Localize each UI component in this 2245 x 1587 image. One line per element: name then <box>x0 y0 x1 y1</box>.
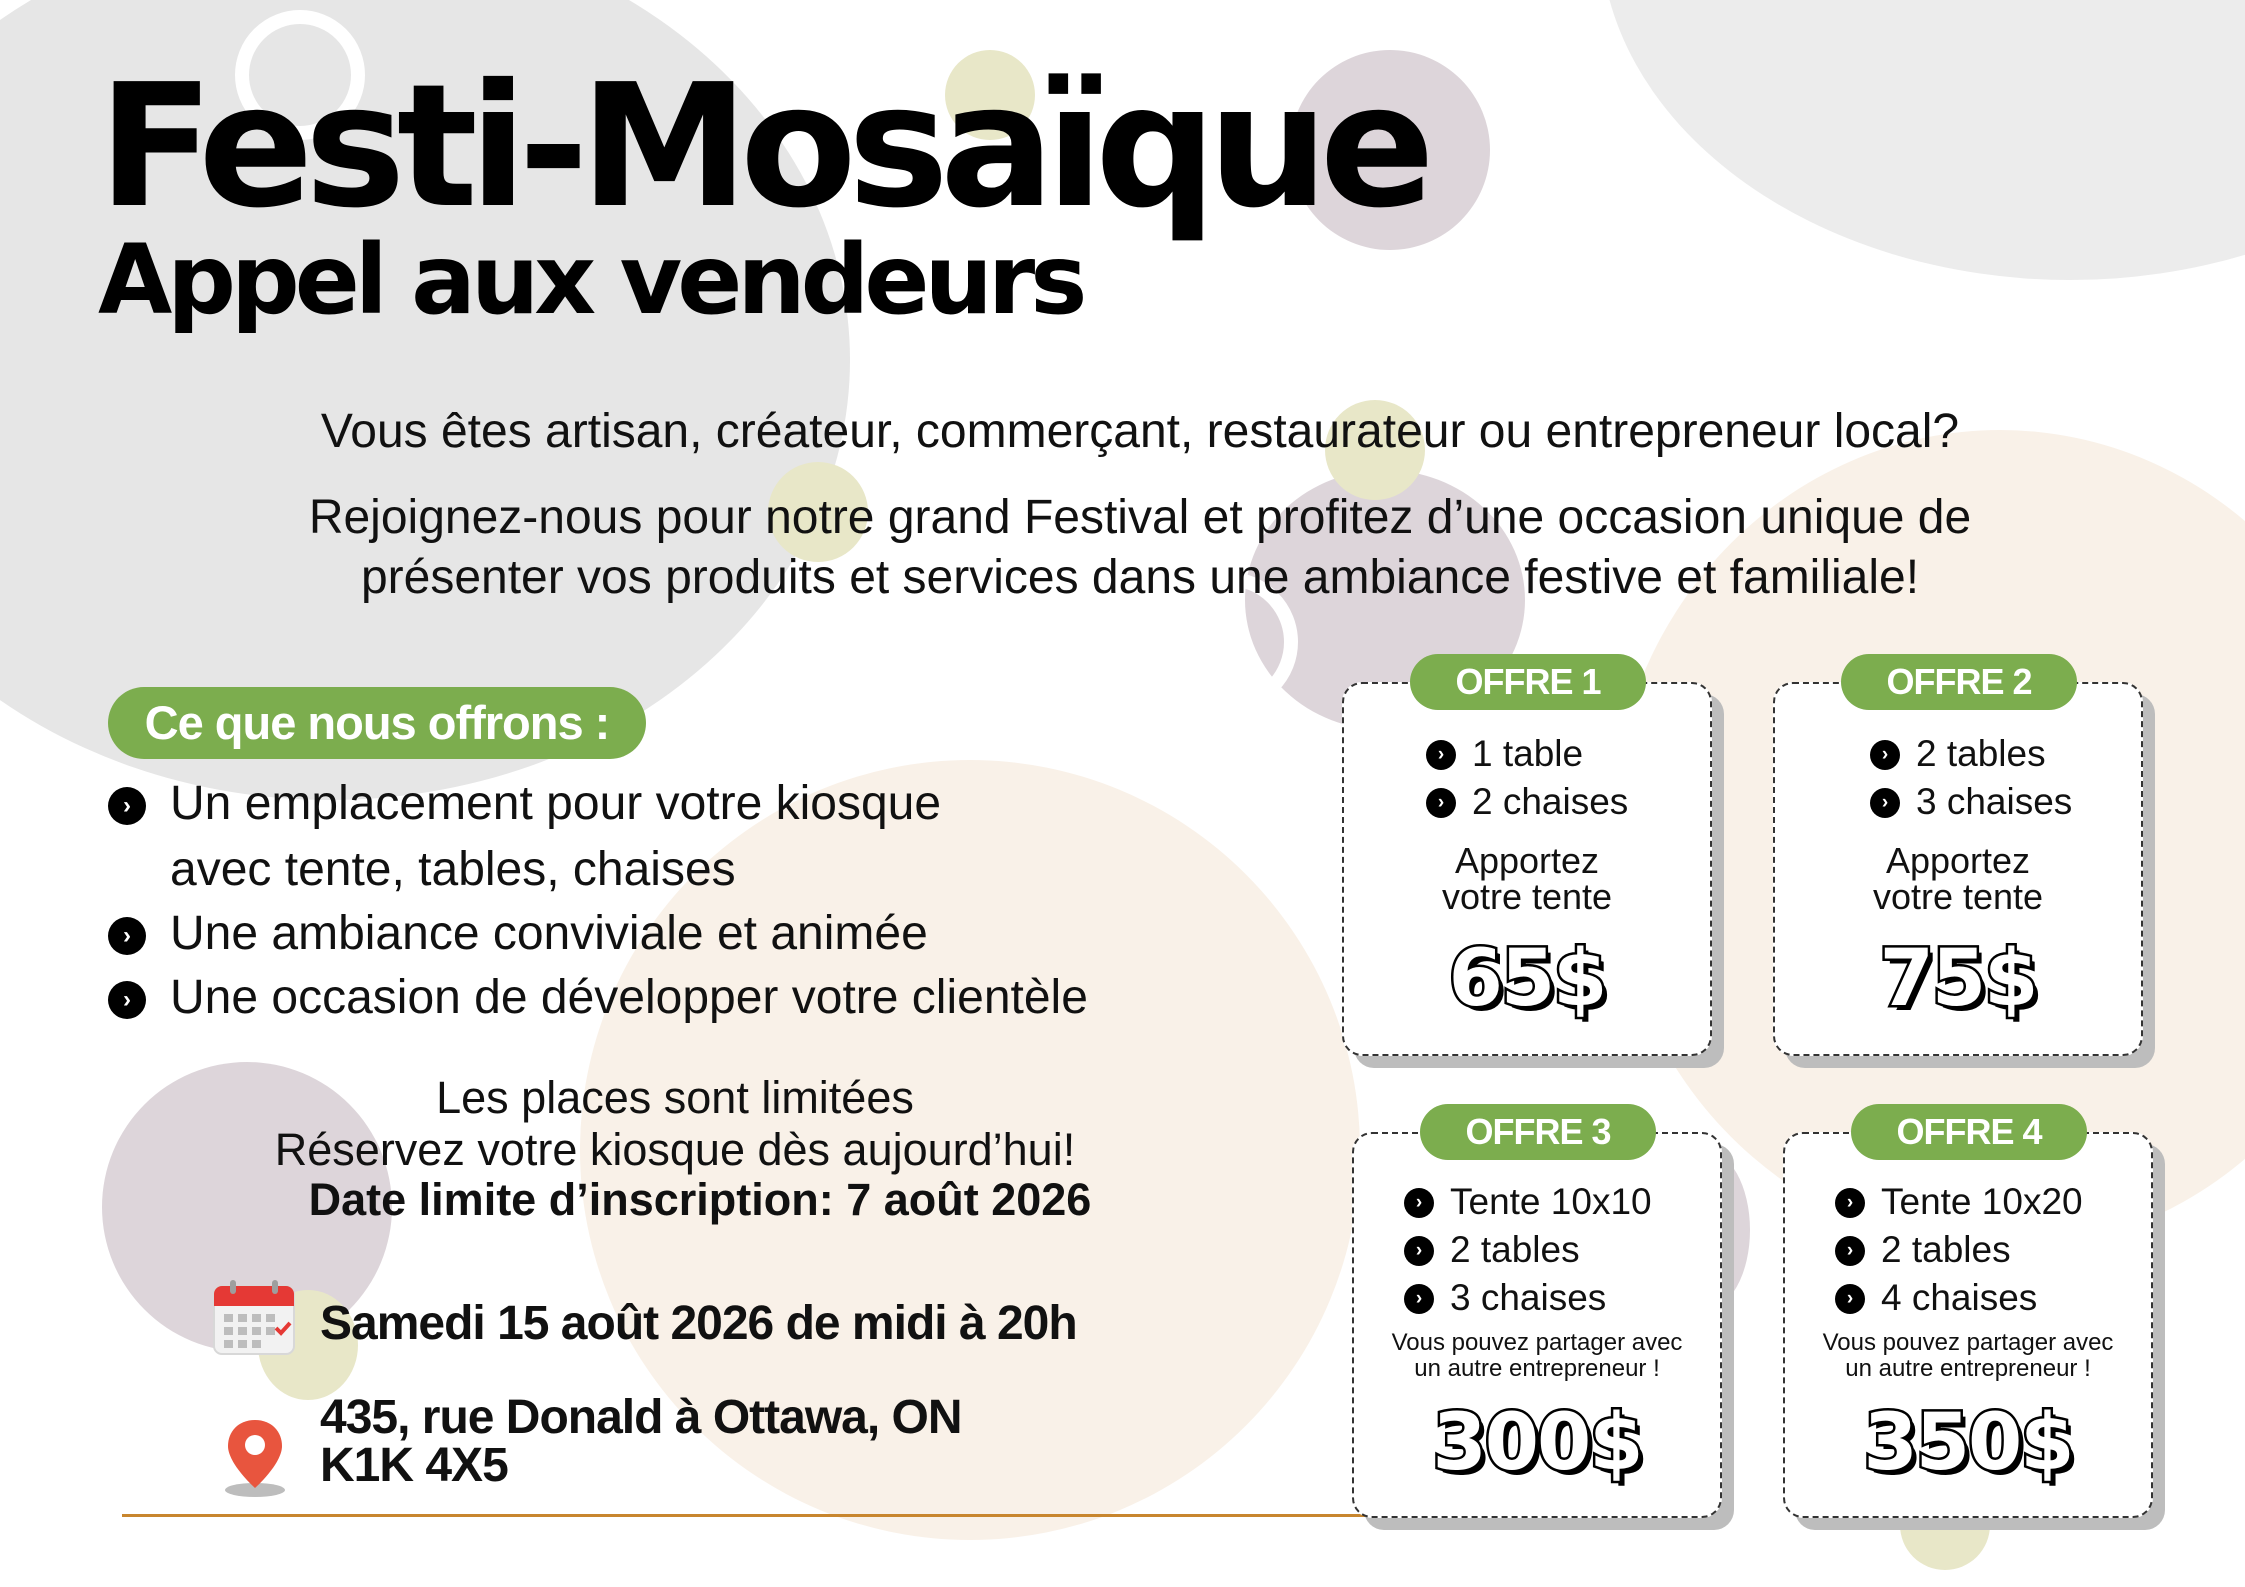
chevron-right-icon: › <box>1404 1284 1434 1314</box>
offer-card-note: votre tente <box>1441 876 1613 917</box>
offers-heading: Ce que nous offrons : <box>108 687 646 759</box>
chevron-right-icon: › <box>108 917 146 955</box>
intro-invite-line2: présenter vos produits et services dans une ambiance festive et familiale! <box>360 551 1920 604</box>
chevron-right-icon: › <box>108 981 146 1019</box>
offer-card-note: votre tente <box>1872 876 2044 917</box>
reservation-deadline: Date limite d’inscription: 7 août 2026 <box>308 1174 1092 1225</box>
offer-card-1: OFFRE 1 › 1 table › 2 chaises Apportez votre tente 65$ <box>1342 682 1712 1056</box>
chevron-right-icon: › <box>1404 1236 1434 1266</box>
offer-bullet-3 <box>108 966 1108 1030</box>
offer-card-price: 75$ <box>1879 934 2037 1024</box>
chevron-right-icon: › <box>1404 1188 1434 1218</box>
offer-card-share: Vous pouvez partager avec <box>1391 1329 1683 1356</box>
offer-bullet-1-line2: avec tente, tables, chaises <box>170 843 736 896</box>
offer-card-share: un autre entrepreneur ! <box>1414 1355 1660 1382</box>
page-subtitle: Appel aux vendeurs <box>98 224 1083 336</box>
offer-bullet-1-cont <box>108 838 1108 902</box>
offer-bullet-3-line1: Une occasion de développer votre clientèle <box>170 971 1088 1024</box>
chevron-right-icon: › <box>1870 788 1900 818</box>
chevron-right-icon: › <box>1835 1236 1865 1266</box>
offer-card-2: OFFRE 2 › 2 tables › 3 chaises Apportez votre tente 75$ <box>1773 682 2143 1056</box>
offer-bullet-1-line1: Un emplacement pour votre kiosque <box>170 777 942 830</box>
intro-invite-line1: Rejoignez-nous pour notre grand Festival et profitez d’une occasion unique de <box>308 491 1972 544</box>
offer-card-note: Apportez <box>1885 840 2031 881</box>
reservation-book: Réservez votre kiosque dès aujourd’hui! <box>274 1124 1076 1175</box>
offer-card-label: OFFRE 1 <box>1410 654 1646 710</box>
reservation-limited: Les places sont limitées <box>436 1072 914 1123</box>
offer-card-price: 65$ <box>1448 934 1606 1024</box>
event-date: Samedi 15 août 2026 de midi à 20h <box>320 1297 1077 1350</box>
offer-card-share: Vous pouvez partager avec <box>1822 1329 2114 1356</box>
chevron-right-icon: › <box>1870 740 1900 770</box>
calendar-icon <box>212 1280 296 1356</box>
chevron-right-icon: › <box>1835 1284 1865 1314</box>
intro-question: Vous êtes artisan, créateur, commerçant, restaurateur ou entrepreneur local? <box>320 405 1960 458</box>
chevron-right-icon: › <box>108 787 146 825</box>
event-address-line1: 435, rue Donald à Ottawa, ON <box>320 1391 962 1444</box>
offer-card-label: OFFRE 2 <box>1841 654 2077 710</box>
chevron-right-icon: › <box>1835 1188 1865 1218</box>
chevron-right-icon: › <box>1426 788 1456 818</box>
bottom-divider <box>122 1514 1472 1517</box>
offer-card-3: OFFRE 3 › Tente 10x10 › 2 tables › 3 chaises Vous pouvez partager avec un autre entrepreneur ! 300$ <box>1352 1132 1722 1518</box>
offer-card-share: un autre entrepreneur ! <box>1845 1355 2091 1382</box>
offer-bullet-1 <box>108 772 1108 836</box>
offer-card-label: OFFRE 3 <box>1420 1104 1656 1160</box>
offer-bullet-2 <box>108 902 1108 966</box>
bg-circle-gray-topright <box>1600 0 2245 280</box>
chevron-right-icon: › <box>1426 740 1456 770</box>
offer-bullet-2-line1: Une ambiance conviviale et animée <box>170 907 928 960</box>
offer-card-4: OFFRE 4 › Tente 10x20 › 2 tables › 4 chaises Vous pouvez partager avec un autre entrepreneur ! 350$ <box>1783 1132 2153 1518</box>
page-title: Festi-Mosaïque <box>98 48 1426 246</box>
offer-card-label: OFFRE 4 <box>1851 1104 2087 1160</box>
event-address-line2: K1K 4X5 <box>320 1439 508 1492</box>
offer-card-note: Apportez <box>1454 840 1600 881</box>
offer-card-price: 350$ <box>1863 1398 2073 1488</box>
offer-card-price: 300$ <box>1432 1398 1642 1488</box>
map-pin-icon <box>222 1418 288 1498</box>
